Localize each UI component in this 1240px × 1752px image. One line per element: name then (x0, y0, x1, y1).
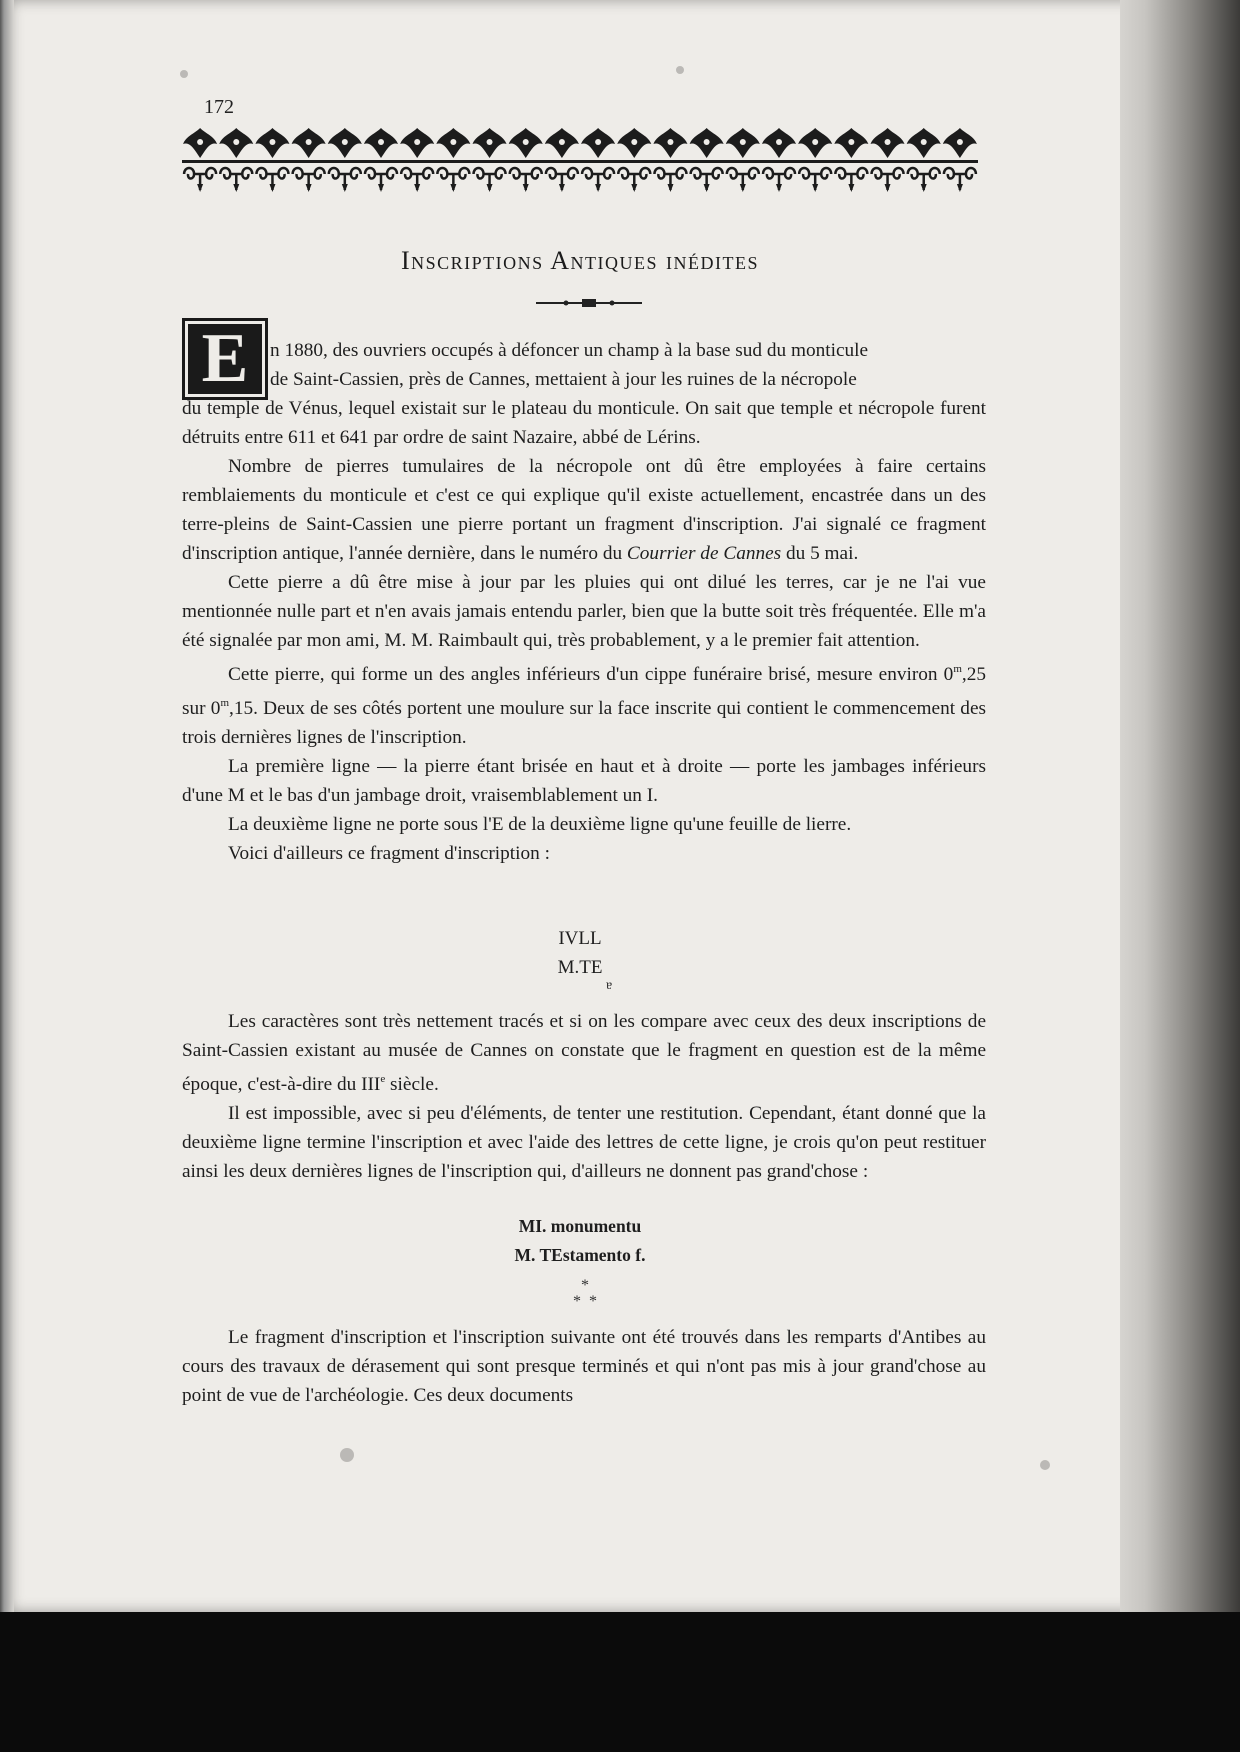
article-body-continued (182, 1007, 986, 1186)
fleuron-motif (545, 128, 579, 158)
fleuron-motif (834, 128, 868, 158)
inscription-line-2: M.TE (557, 957, 603, 978)
paragraph-2-text: Nombre de pierres tumulaires de la nécropole ont dû être employées à faire certains remblaiements du monticule et c'est ce qui explique qu'il existe actuellement, encastrée dans un des terre-pleins de Saint-Cassien une pierre portant un fragment d'inscription. J'ai signalé ce fragment d'inscription antique, l'année dernière, dans le numéro du (182, 456, 986, 564)
asterism-bottom: * * (573, 1293, 597, 1310)
fleuron-motif (473, 128, 507, 158)
fleuron-motif (726, 128, 760, 158)
dropcap-letter: E (182, 318, 268, 400)
fleuron-motif (255, 128, 289, 158)
scroll-motif (546, 168, 578, 192)
article-body-final (182, 1323, 986, 1410)
paragraph-9: Il est impossible, avec si peu d'éléments, de tenter une restitution. Cependant, étant donné que la deuxième ligne termine l'inscription et avec l'aide des lettres de cette ligne, je crois qu'on peut restituer ainsi les deux dernières lignes de l'inscription qui, d'ailleurs ne donnent pas grand'chose : (182, 1103, 986, 1182)
paragraph-1-rest: du temple de Vénus, lequel existait sur le plateau du monticule. On sait que temple et nécropole furent détruits entre 611 et 641 par ordre de saint Nazaire, abbé de Lérins. (182, 398, 986, 448)
paragraph-2 (182, 452, 986, 568)
restitution-block (480, 1212, 680, 1270)
fleuron-motif (617, 128, 651, 158)
scroll-motif (365, 168, 397, 192)
scroll-motif (293, 168, 325, 192)
ivy-leaf-mark: ɐ (606, 978, 613, 993)
decorative-header-ornament (182, 122, 978, 206)
scroll-motif (582, 168, 614, 192)
asterism-separator (560, 1278, 610, 1310)
paper-speck (180, 70, 188, 78)
fleuron-motif (219, 128, 253, 158)
paragraph-2-end: du 5 mai. (781, 543, 859, 564)
fleuron-motif (943, 128, 977, 158)
article-title: Inscriptions Antiques inédites (401, 246, 759, 275)
fleuron-motif (798, 128, 832, 158)
paragraph-4-text: Cette pierre, qui forme un des angles inférieurs d'un cippe funéraire brisé, mesure environ 0 (228, 664, 954, 685)
newspaper-title: Courrier de Cannes (626, 543, 782, 564)
scroll-motif (474, 168, 506, 192)
fleuron-motif (292, 128, 326, 158)
scroll-motif (329, 168, 361, 192)
paragraph-4 (182, 655, 986, 752)
scroll-motif (256, 168, 288, 192)
scroll-motif (691, 168, 723, 192)
paragraph-8-text: Les caractères sont très nettement tracés et si on les compare avec ceux des deux inscriptions de Saint-Cassien existant au musée de Cannes on constate que le fragment en question est de la même époque, c'est-à-dire du III (182, 1011, 986, 1095)
scroll-motif (944, 168, 976, 192)
paragraph-3: Cette pierre a dû être mise à jour par les pluies qui ont dilué les terres, car je ne l'ai vue mentionnée nulle part et n'en avais jamais entendu parler, bien que la butte soit très fréquentée. Elle m'a été signalée par mon ami, M. M. Raimbault qui, très probablement, y a le premier fait attention. (182, 572, 986, 651)
paragraph-10: Le fragment d'inscription et l'inscription suivante ont été trouvés dans les remparts d'Antibes au cours des travaux de dérasement qui sont presque terminés et qui n'ont pas mis à jour grand'chose au point de vue de l'archéologie. Ces deux documents (182, 1327, 986, 1406)
scroll-motif (654, 168, 686, 192)
scroll-motif (763, 168, 795, 192)
facing-page-edge (1120, 0, 1240, 1612)
paragraph-4-mid: ,25 sur 0 (182, 664, 986, 719)
scroll-motif (401, 168, 433, 192)
fleuron-motif (581, 128, 615, 158)
inscription-line-1: IVLL (558, 928, 602, 949)
fleuron-motif (509, 128, 543, 158)
scroll-motif (835, 168, 867, 192)
paper-speck (676, 66, 684, 74)
inscription-fragment (480, 924, 680, 982)
paragraph-6: La deuxième ligne ne porte sous l'E de la deuxième ligne qu'une feuille de lierre. (228, 814, 852, 835)
paragraph-1-line-2: de Saint-Cassien, près de Cannes, mettaient à jour les ruines de la nécropole (270, 369, 857, 390)
scroll-motif (799, 168, 831, 192)
paragraph-4-end: ,15. Deux de ses côtés portent une moulure sur la face inscrite qui contient le commencement des trois dernières lignes de l'inscription. (182, 698, 987, 748)
fleuron-motif (183, 128, 217, 158)
scroll-motif (437, 168, 469, 192)
scroll-motif (908, 168, 940, 192)
paragraph-1 (182, 336, 986, 452)
title-separator-rule (536, 298, 642, 308)
century-superscript: e (380, 1073, 386, 1085)
restitution-line-2: M. TEstamento f. (514, 1245, 646, 1265)
paragraph-5: La première ligne — la pierre étant brisée en haut et à droite — porte les jambages inférieurs d'une M et le bas d'un jambage droit, vraisemblablement un I. (182, 756, 986, 806)
page-number: 172 (204, 96, 234, 118)
scroll-motif (510, 168, 542, 192)
fleuron-motif (690, 128, 724, 158)
scroll-motif (618, 168, 650, 192)
fleuron-motif (328, 128, 362, 158)
fleuron-motif (653, 128, 687, 158)
restitution-line-1: MI. monumentu (518, 1216, 642, 1236)
paper-speck (340, 1448, 354, 1462)
paragraph-8 (182, 1007, 986, 1099)
fleuron-motif (907, 128, 941, 158)
article-body (182, 336, 986, 868)
fleuron-motif (364, 128, 398, 158)
paragraph-7: Voici d'ailleurs ce fragment d'inscription : (228, 843, 550, 864)
scroll-motif (220, 168, 252, 192)
fleuron-motif (762, 128, 796, 158)
unit-superscript: m (220, 697, 229, 709)
paper-speck (1040, 1460, 1050, 1470)
scroll-motif (727, 168, 759, 192)
paragraph-8-end: siècle. (385, 1074, 439, 1095)
paragraph-1-line-1: n 1880, des ouvriers occupés à défoncer un champ à la base sud du monticule (270, 340, 869, 361)
asterism-top: * (581, 1277, 589, 1294)
scroll-motif (184, 168, 216, 192)
fleuron-motif (400, 128, 434, 158)
fleuron-motif (871, 128, 905, 158)
scroll-motif (872, 168, 904, 192)
unit-superscript: m (953, 663, 962, 675)
fleuron-motif (436, 128, 470, 158)
